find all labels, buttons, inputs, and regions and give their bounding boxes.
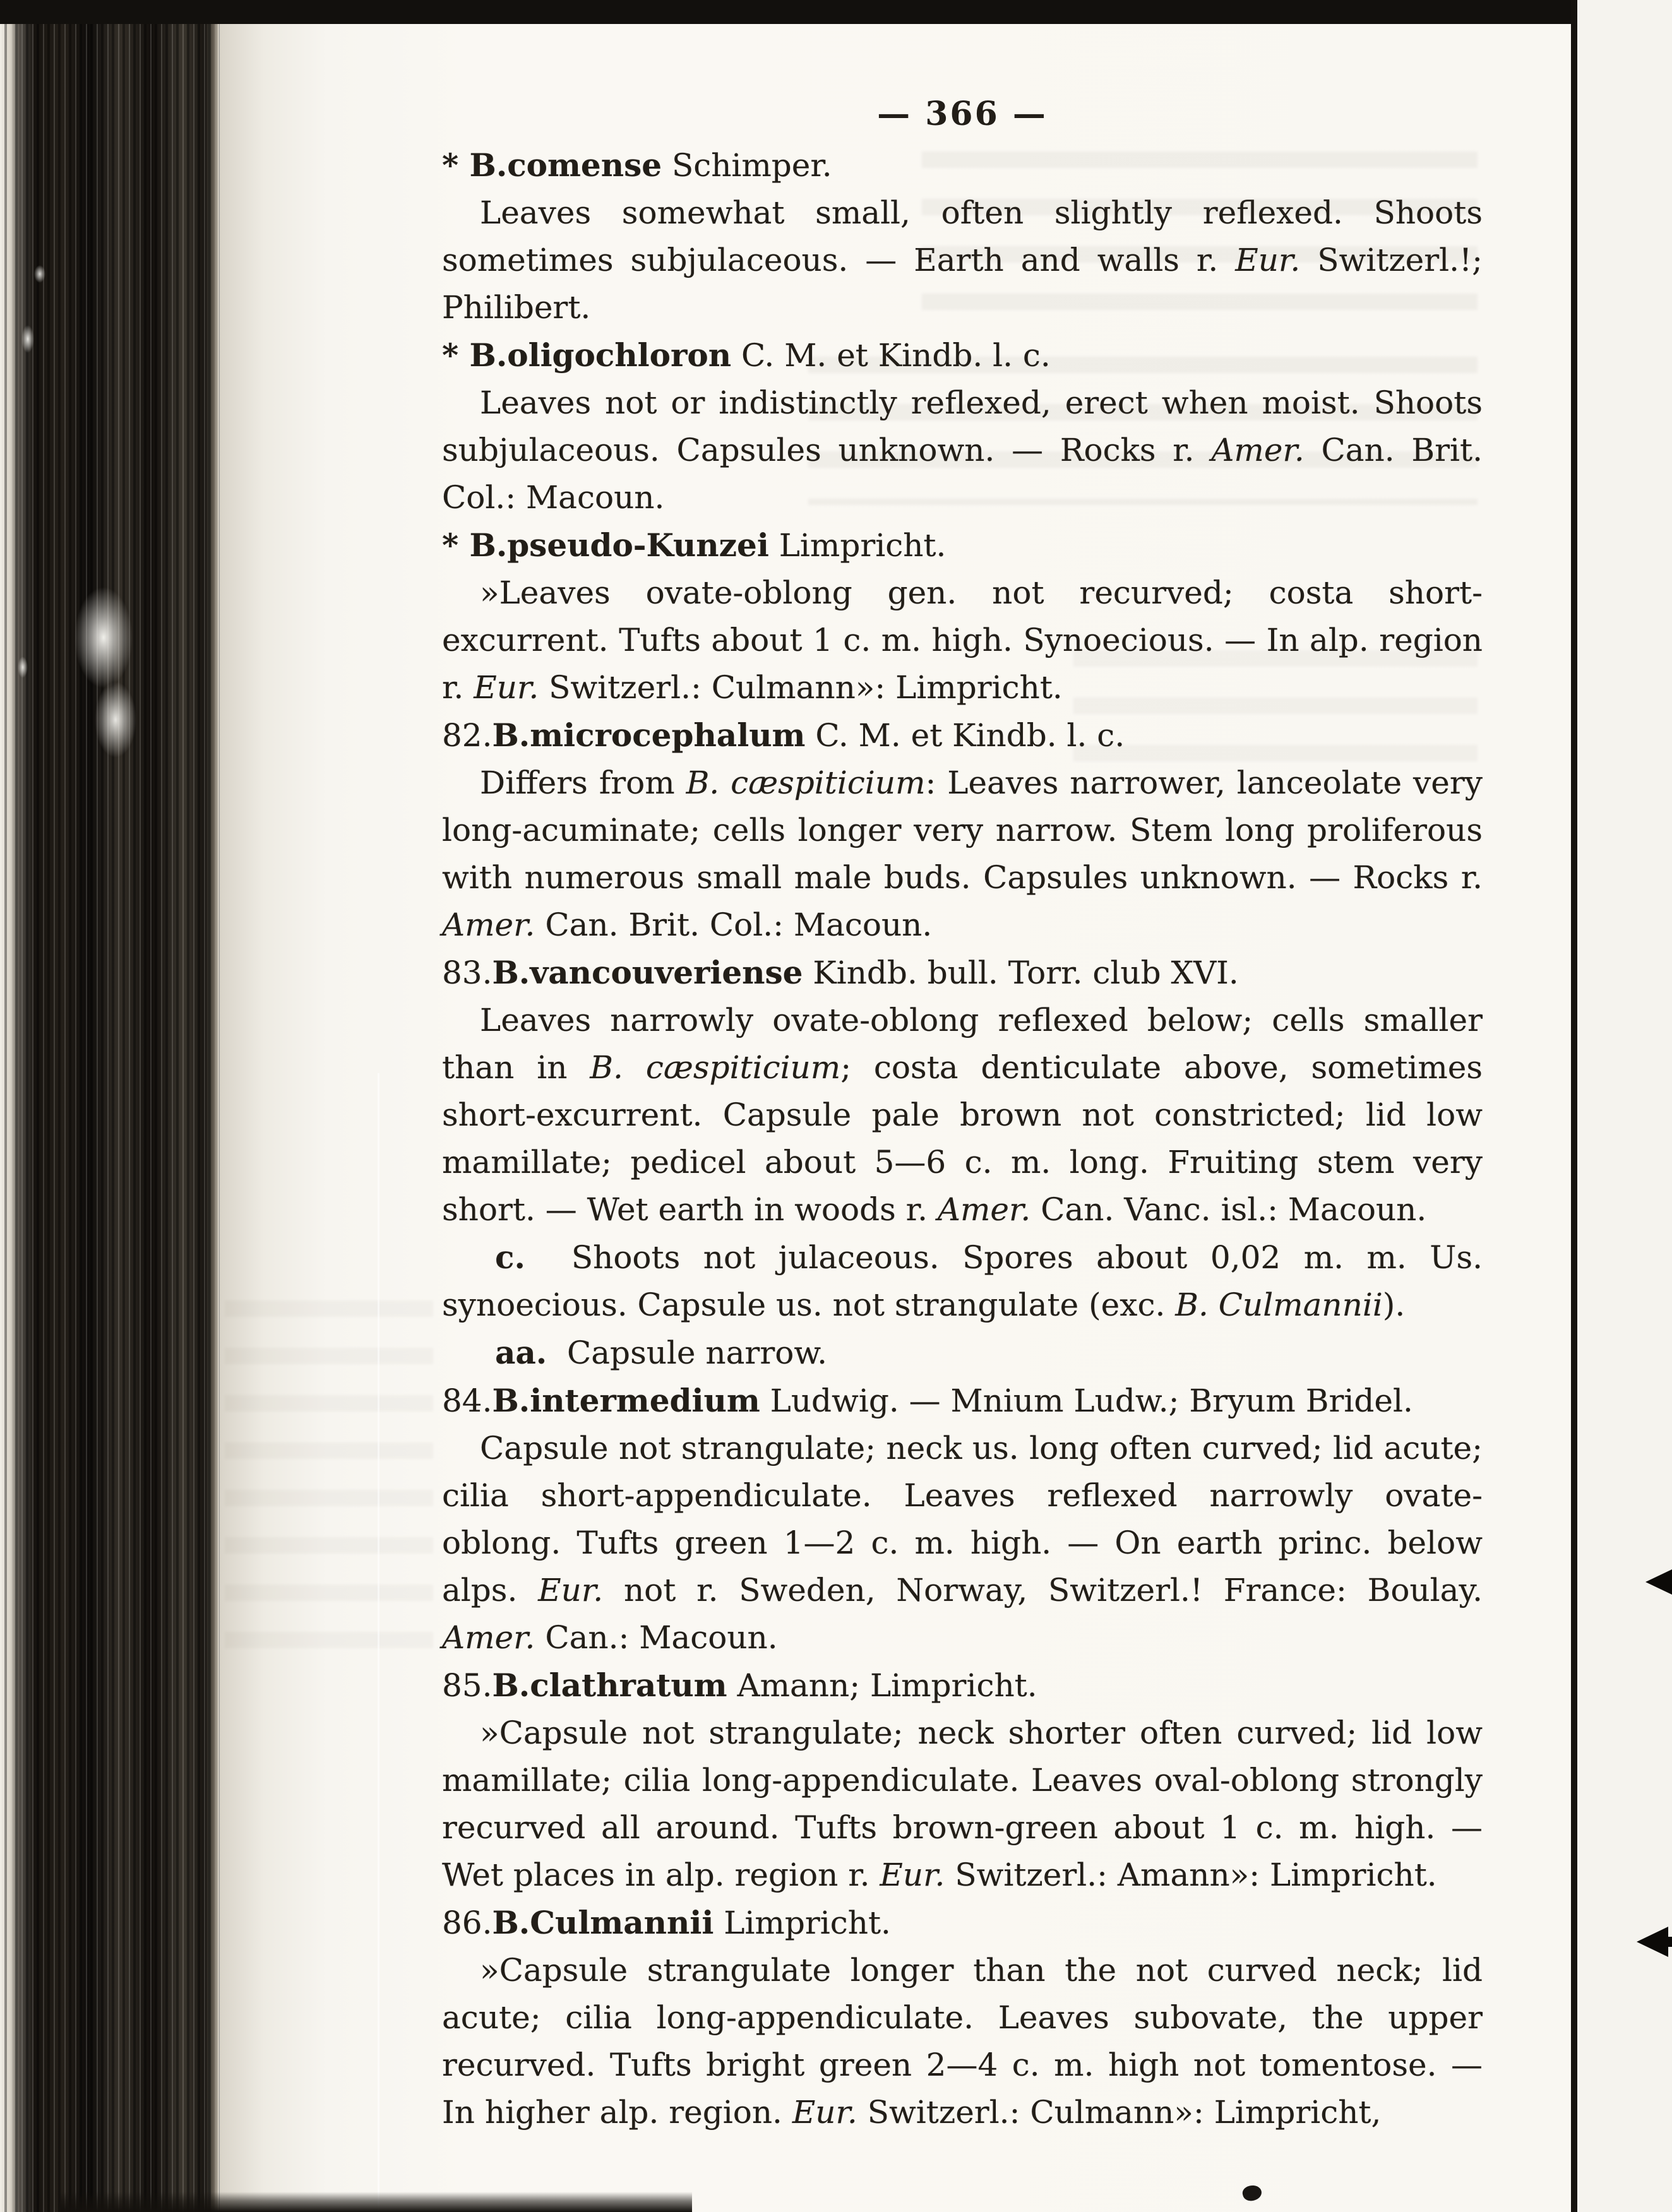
- italic-text: Eur.: [880, 1857, 945, 1893]
- italic-text: B. Culmannii: [1175, 1287, 1383, 1323]
- paragraph-body: [442, 759, 1483, 949]
- bold-text: B.vancouveriense: [492, 954, 803, 991]
- text-run: Switzerl.: Culmann»: Limpricht.: [539, 669, 1063, 706]
- paper-speck: [18, 657, 28, 678]
- bold-text: c.: [495, 1239, 525, 1276]
- bold-text: B.Culmannii: [492, 1904, 714, 1941]
- text-run: »Leaves ovate-oblong gen. not recurved; costa short-excurrent. Tufts about 1 c. m. high. Synoecious. — In alp. region r.: [442, 574, 1483, 706]
- italic-text: Eur.: [792, 2094, 857, 2131]
- paragraph-body: [442, 379, 1483, 521]
- text-run: ; costa denticulate above, sometimes short-excurrent. Capsule pale brown not constricted; lid low mamillate; pedicel about 5—6 c. m. long. Fruiting stem very short. — Wet earth in woods r.: [442, 1049, 1483, 1228]
- bold-text: B.microcephalum: [492, 717, 806, 754]
- paragraph-body: [442, 1710, 1483, 1899]
- text-run: Kindb. bull. Torr. club XVI.: [803, 954, 1239, 991]
- paragraph-entry: [442, 711, 1483, 759]
- margin-ink-mark: [1667, 1937, 1672, 1947]
- text-run: »Capsule not strangulate; neck shorter often curved; lid low mamillate; cilia long-appendiculate. Leaves oval-oblong strongly recurved all around. Tufts brown-green about 1 c. m. high. — Wet places in alp. region r.: [442, 1715, 1483, 1893]
- text-run: Leaves somewhat small, often slightly reflexed. Shoots sometimes subjulaceous. — Earth and walls r.: [442, 194, 1483, 278]
- paper-speck: [34, 265, 45, 283]
- italic-text: Amer.: [937, 1191, 1031, 1228]
- italic-text: Eur.: [474, 669, 539, 706]
- paragraph-entry: [442, 1662, 1483, 1710]
- text-run: C. M. et Kindb. l. c.: [731, 337, 1051, 374]
- text-run: 84.: [442, 1382, 493, 1419]
- text-run: Can. Brit. Col.: Macoun.: [535, 907, 933, 943]
- text-run: Leaves not or indistinctly reflexed, erect when moist. Shoots subjulaceous. Capsules unknown. — Rocks r.: [442, 384, 1483, 468]
- text-run: : Leaves narrower, lanceolate very long-acuminate; cells longer very narrow. Stem long proliferous with numerous small male buds. Capsules unknown. — Rocks r.: [442, 764, 1483, 896]
- text-run: Schimper.: [662, 147, 832, 184]
- text-run: Switzerl.: Amann»: Limpricht.: [945, 1857, 1437, 1893]
- paper-speck: [21, 325, 34, 353]
- text-run: Shoots not julaceous. Spores about 0,02 m. m. Us. synoecious. Capsule us. not strangulate (exc.: [442, 1239, 1483, 1323]
- bleedthrough-ghost: [225, 1300, 433, 1679]
- bold-text: B.intermedium: [492, 1382, 760, 1419]
- italic-text: Eur.: [538, 1572, 604, 1608]
- text-run: Can.: Macoun.: [535, 1619, 778, 1656]
- text-run: Amann; Limpricht.: [727, 1667, 1037, 1704]
- italic-text: B. cæspiticium: [590, 1049, 841, 1086]
- paragraph-key: [442, 1234, 1483, 1329]
- margin-ink-mark: [1637, 1927, 1668, 1957]
- text-column: [442, 141, 1483, 2136]
- paragraph-entry: [442, 1899, 1483, 1947]
- text-run: Capsule narrow.: [547, 1335, 828, 1371]
- page-bottom-edge: [61, 2192, 692, 2212]
- text-run: Switzerl.: Culmann»: Limpricht,: [857, 2094, 1382, 2131]
- scan-crease: [378, 1073, 379, 2212]
- paragraph-entry: [442, 521, 1483, 569]
- paragraph-body: [442, 189, 1483, 331]
- bold-text: * B.oligochloron: [442, 336, 732, 374]
- bold-text: * B.comense: [442, 146, 662, 184]
- paragraph-body: [442, 997, 1483, 1234]
- text-run: Limpricht.: [768, 527, 946, 564]
- bold-text: aa.: [495, 1334, 547, 1371]
- italic-text: Amer.: [1211, 432, 1305, 468]
- text-run: Switzerl.!; Philibert.: [442, 242, 1483, 326]
- scan-top-edge: [0, 0, 1577, 24]
- text-run: 82.: [442, 717, 493, 754]
- paper-speck: [95, 682, 136, 758]
- paragraph-entry: [442, 949, 1483, 997]
- bold-text: B.clathratum: [492, 1667, 727, 1704]
- text-run: Limpricht.: [714, 1905, 891, 1941]
- text-run: Differs from: [480, 764, 686, 801]
- text-run: Capsule not strangulate; neck us. long often curved; lid acute; cilia short-appendiculate. Leaves reflexed narrowly ovate-oblong. Tufts green 1—2 c. m. high. — On earth princ. below alps.: [442, 1430, 1483, 1608]
- text-run: 86.: [442, 1905, 493, 1941]
- paragraph-entry: [442, 331, 1483, 379]
- paragraph-entry: [442, 1377, 1483, 1425]
- bold-text: * B.pseudo-Kunzei: [442, 526, 769, 564]
- text-run: not r. Sweden, Norway, Switzerl.! France: Boulay.: [603, 1572, 1483, 1608]
- italic-text: B. cæspiticium: [686, 764, 926, 801]
- italic-text: Amer.: [442, 907, 535, 943]
- text-run: »Capsule strangulate longer than the not curved neck; lid acute; cilia long-appendiculate. Leaves subovate, the upper recurved. Tufts bright green 2—4 c. m. high not tomentose. — In higher alp. region.: [442, 1952, 1483, 2131]
- scan-right-margin: [1577, 0, 1672, 2212]
- page-number: — 366 —: [877, 95, 1048, 133]
- page-right-edge-line: [1571, 0, 1577, 2212]
- text-run: ).: [1382, 1287, 1406, 1323]
- paragraph-body: [442, 1425, 1483, 1662]
- text-run: Can. Brit. Col.: Macoun.: [442, 432, 1483, 516]
- paragraph-entry: [442, 141, 1483, 189]
- text-run: Leaves narrowly ovate-oblong reflexed below; cells smaller than in: [442, 1002, 1483, 1086]
- text-run: Can. Vanc. isl.: Macoun.: [1030, 1191, 1427, 1228]
- paper-speck: [75, 587, 133, 688]
- italic-text: Eur.: [1235, 242, 1301, 278]
- text-run: 83.: [442, 954, 493, 991]
- text-run: C. M. et Kindb. l. c.: [805, 717, 1125, 754]
- paragraph-body: [442, 569, 1483, 711]
- margin-ink-mark: [1645, 1569, 1672, 1595]
- italic-text: Amer.: [442, 1619, 535, 1656]
- text-run: 85.: [442, 1667, 493, 1704]
- paragraph-key: [442, 1329, 1483, 1377]
- text-run: Ludwig. — Mnium Ludw.; Bryum Bridel.: [760, 1382, 1413, 1419]
- paragraph-body: [442, 1947, 1483, 2136]
